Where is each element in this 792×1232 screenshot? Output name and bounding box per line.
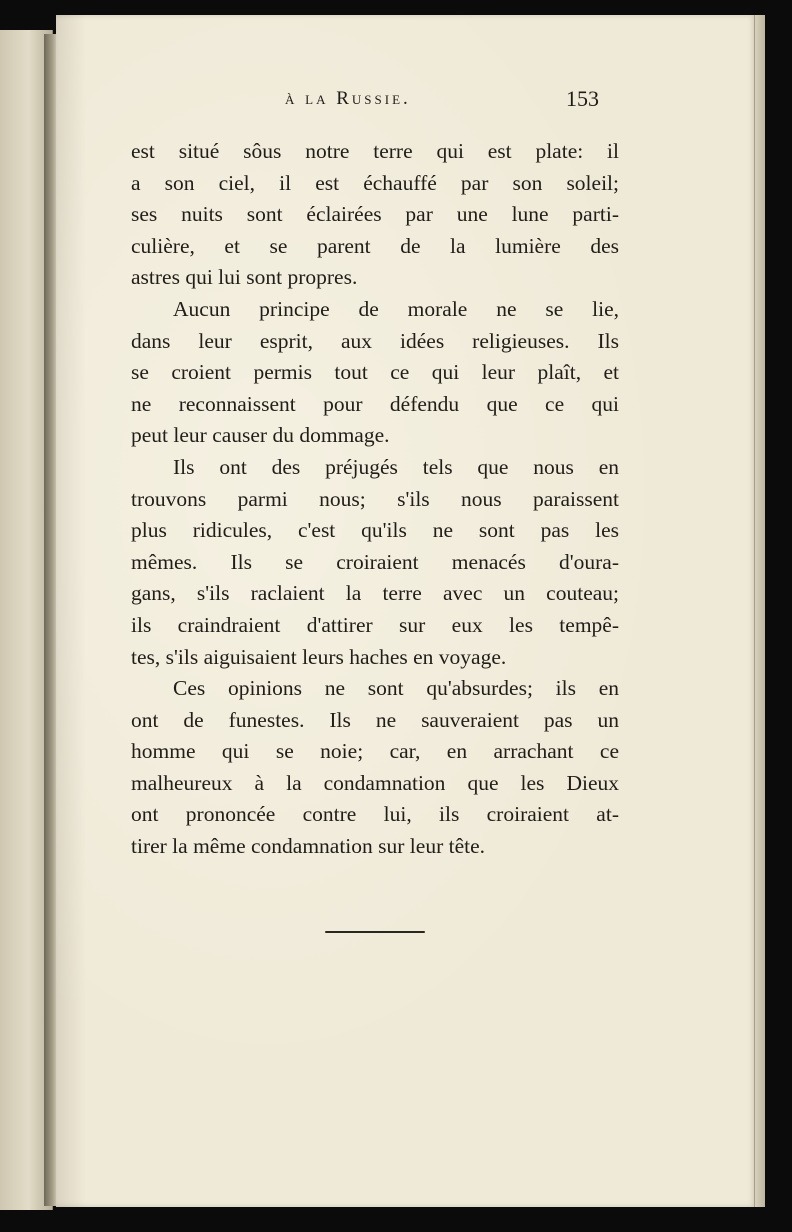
text-line: ne reconnaissent pour défendu que ce qui [131, 391, 619, 416]
text-line: homme qui se noie; car, en arrachant ce [131, 739, 619, 764]
text-line: astres qui lui sont propres. [131, 265, 358, 290]
text-line: Ces opinions ne sont qu'absurdes; ils en [173, 676, 619, 701]
text-line: ses nuits sont éclairées par une lune parti- [131, 202, 619, 227]
text-line: culière, et se parent de la lumière des [131, 233, 619, 258]
text-line: trouvons parmi nous; s'ils nous paraissent [131, 486, 619, 511]
text-line: ont prononcée contre lui, ils croiraient at- [131, 802, 619, 827]
text-line: ont de funestes. Ils ne sauveraient pas un [131, 707, 619, 732]
text-line: a son ciel, il est échauffé par son soleil; [131, 170, 619, 195]
text-line: se croient permis tout ce qui leur plaît, et [131, 360, 619, 385]
text-line: Aucun principe de morale ne se lie, [173, 296, 619, 321]
text-line: Ils ont des préjugés tels que nous en [173, 454, 619, 479]
text-line: malheureux à la condamnation que les Dieux [131, 770, 619, 795]
text-line: tes, s'ils aiguisaient leurs haches en voyage. [131, 644, 507, 669]
body-text [131, 136, 619, 863]
page-number: 153 [566, 86, 599, 111]
running-head: à la Russie. [285, 88, 411, 109]
text-line: est situé sôus notre terre qui est plate: il [131, 139, 619, 163]
text-line: plus ridicules, c'est qu'ils ne sont pas les [131, 518, 619, 543]
text-line: ils craindraient d'attirer sur eux les tempê- [131, 612, 619, 637]
page-fore-edge [754, 15, 765, 1207]
text-line: gans, s'ils raclaient la terre avec un couteau; [131, 581, 619, 606]
text-line: peut leur causer du dommage. [131, 423, 390, 448]
text-line: dans leur esprit, aux idées religieuses. Ils [131, 328, 619, 353]
text-line: mêmes. Ils se croiraient menacés d'oura- [131, 549, 619, 574]
section-rule [325, 931, 425, 933]
text-line: tirer la même condamnation sur leur tête. [131, 834, 486, 859]
